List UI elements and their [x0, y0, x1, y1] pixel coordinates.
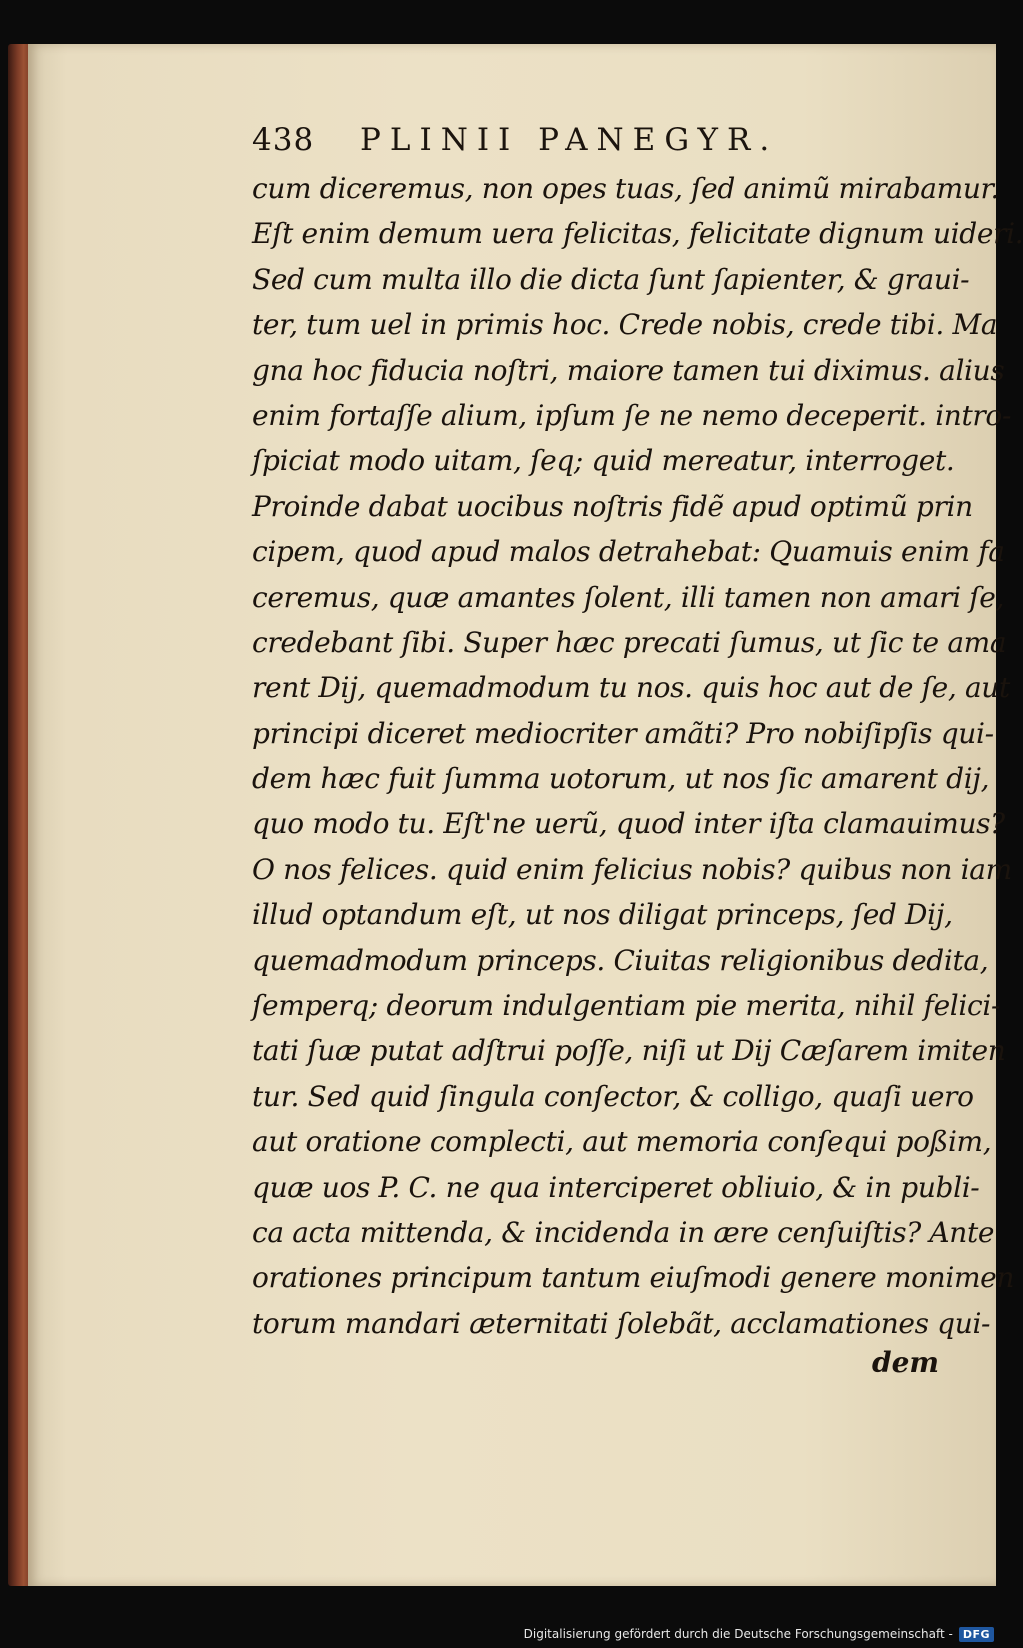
- catchword: dem: [872, 1346, 940, 1379]
- text-line: quæ uos P. C. ne qua interciperet obliuio, & in publi-: [252, 1170, 980, 1204]
- text-line: tur. Sed quid ſingula conſector, & colligo, quaſi uero: [252, 1079, 974, 1113]
- text-line: dem hæc fuit ſumma uotorum, ut nos ſic amarent dij,: [252, 762, 990, 796]
- text-line: aut oratione complecti, aut memoria conſequi poßim,: [252, 1125, 992, 1159]
- text-line: torum mandari æternitati ſolebãt, acclamationes qui-: [252, 1306, 991, 1340]
- text-line: cipem, quod apud malos detrahebat: Quamuis enim fa: [252, 535, 1005, 569]
- text-line: quo modo tu. Eſt'ne uerũ, quod inter iſta clamauimus?: [252, 807, 1005, 841]
- text-line: orationes principum tantum eiuſmodi genere monimen: [252, 1261, 1015, 1295]
- text-line: tati ſuæ putat adſtrui poſſe, niſi ut Dij Cæſarem imiten: [252, 1034, 1006, 1068]
- text-line: O nos felices. quid enim felicius nobis? quibus non iam: [252, 852, 1012, 886]
- page-header: [252, 118, 872, 162]
- running-head: PLINII PANEGYR.: [360, 122, 779, 158]
- text-line: illud optandum eſt, ut nos diligat princeps, ſed Dij,: [252, 898, 953, 932]
- text-line: Proinde dabat uocibus noſtris fidẽ apud optimũ prin: [252, 489, 973, 523]
- text-line: principi diceret mediocriter amãti? Pro nobiſipſis qui-: [252, 716, 994, 750]
- dfg-logo-icon: DFG: [959, 1627, 994, 1642]
- text-line: cum diceremus, non opes tuas, ſed animũ mirabamur.: [252, 172, 1000, 205]
- text-line: credebant ſibi. Super hæc precati ſumus, ut ſic te ama: [252, 625, 1007, 659]
- text-line: ſemperq; deorum indulgentiam pie merita, nihil felici-: [252, 989, 1001, 1023]
- text-line: rent Dij, quemadmodum tu nos. quis hoc aut de ſe, aut: [252, 671, 1010, 705]
- digitization-footer: [524, 1624, 994, 1644]
- text-line: ſpiciat modo uitam, ſeq; quid mereatur, interroget.: [252, 444, 955, 478]
- text-line: ter, tum uel in primis hoc. Crede nobis, crede tibi. Ma: [252, 308, 998, 342]
- footer-credit: Digitalisierung gefördert durch die Deutsche Forschungsgemeinschaft -: [523, 1627, 953, 1641]
- text-line: quemadmodum princeps. Ciuitas religionibus dedita,: [252, 943, 989, 977]
- text-block: [252, 166, 1023, 1346]
- text-line: enim fortaſſe alium, ipſum ſe ne nemo deceperit. intro-: [252, 398, 1012, 432]
- text-line: gna hoc fiducia noſtri, maiore tamen tui diximus. alius: [252, 353, 1005, 387]
- text-line: ca acta mittenda, & incidenda in ære cenſuiſtis? Ante: [252, 1215, 995, 1249]
- page-number: 438: [252, 122, 315, 158]
- text-line: Eſt enim demum uera felicitas, felicitate dignum uideri.: [252, 217, 1023, 251]
- text-line: ceremus, quæ amantes ſolent, illi tamen non amari ſe,: [252, 580, 1005, 614]
- text-line: Sed cum multa illo die dicta ſunt ſapienter, & graui-: [252, 262, 970, 296]
